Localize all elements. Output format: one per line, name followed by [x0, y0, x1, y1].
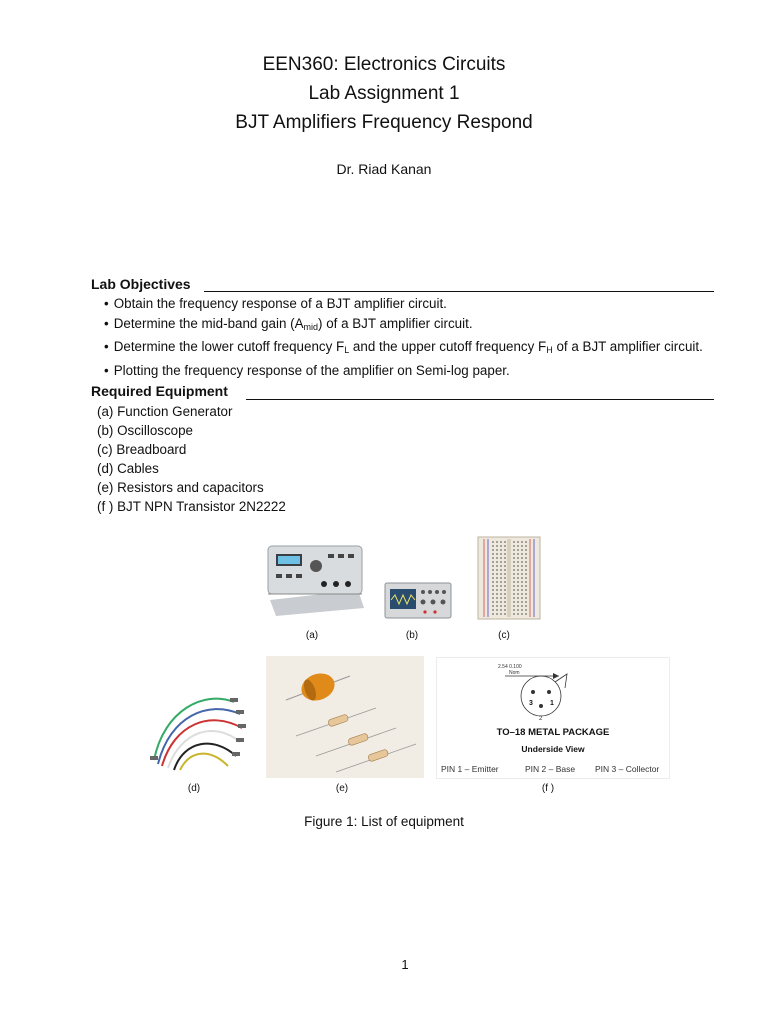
- topic-title: BJT Amplifiers Frequency Respond: [235, 112, 533, 133]
- equipment-item: (e) Resistors and capacitors: [97, 480, 264, 495]
- objective-item: • Determine the mid-band gain $(A_{mid})$ of a BJT amplifier circuit.: [104, 314, 703, 338]
- to18-package-drawing: [436, 657, 670, 779]
- label-a: (a): [305, 630, 319, 641]
- page-number: 1: [401, 957, 409, 972]
- equipment-list: [97, 402, 286, 516]
- label-c: (c): [498, 630, 510, 641]
- objective-item: • Determine the lower cutoff frequency $F_L$ and the upper cutoff frequency $F_H$ of a BJT amplifier circuit.: [104, 337, 703, 361]
- dimension-unit: Nom: [509, 670, 520, 676]
- label-d: (d): [187, 783, 201, 794]
- equipment-item: (b) Oscilloscope: [97, 423, 193, 438]
- objectives-list: [104, 294, 703, 380]
- pin2-label: PIN 2 – Base: [525, 764, 576, 774]
- pin1-label: PIN 1 – Emitter: [441, 764, 499, 774]
- equipment-item: (c) Breadboard: [97, 442, 187, 457]
- pin-number: 3: [529, 700, 533, 707]
- breadboard-image: [476, 536, 542, 620]
- author: Dr. Riad Kanan: [336, 161, 432, 177]
- pin3-label: PIN 3 – Collector: [595, 764, 660, 774]
- package-title: TO–18 METAL PACKAGE: [496, 727, 610, 738]
- resistors-capacitors-image: [266, 656, 424, 778]
- equipment-item: (d) Cables: [97, 461, 159, 476]
- objective-item: • Plotting the frequency response of the amplifier on Semi-log paper.: [104, 361, 703, 381]
- function-generator-image: [262, 538, 367, 618]
- underside-label: Underside View: [521, 744, 585, 754]
- dimension-label: 2.54 0.100: [498, 664, 522, 670]
- objectives-heading: Lab Objectives: [91, 276, 191, 292]
- equipment-item: (f ) BJT NPN Transistor 2N2222: [97, 499, 286, 514]
- label-b: (b): [405, 630, 419, 641]
- course-title: EEN360: Electronics Circuits: [262, 54, 506, 75]
- label-e: (e): [335, 783, 349, 794]
- label-f: (f ): [541, 783, 555, 794]
- pinout-diagram: [437, 658, 669, 728]
- cables-image: [144, 680, 250, 776]
- figure-caption: Figure 1: List of equipment: [304, 814, 464, 829]
- objective-item: • Obtain the frequency response of a BJT amplifier circuit.: [104, 294, 703, 314]
- oscilloscope-image: [383, 580, 453, 620]
- objectives-rule: [204, 291, 714, 292]
- equipment-rule: [246, 399, 714, 400]
- equipment-item: (a) Function Generator: [97, 404, 233, 419]
- pin-number: 2: [539, 716, 543, 722]
- equipment-heading: Required Equipment: [91, 383, 228, 399]
- pin-number: 1: [550, 700, 554, 707]
- assignment-title: Lab Assignment 1: [308, 83, 460, 104]
